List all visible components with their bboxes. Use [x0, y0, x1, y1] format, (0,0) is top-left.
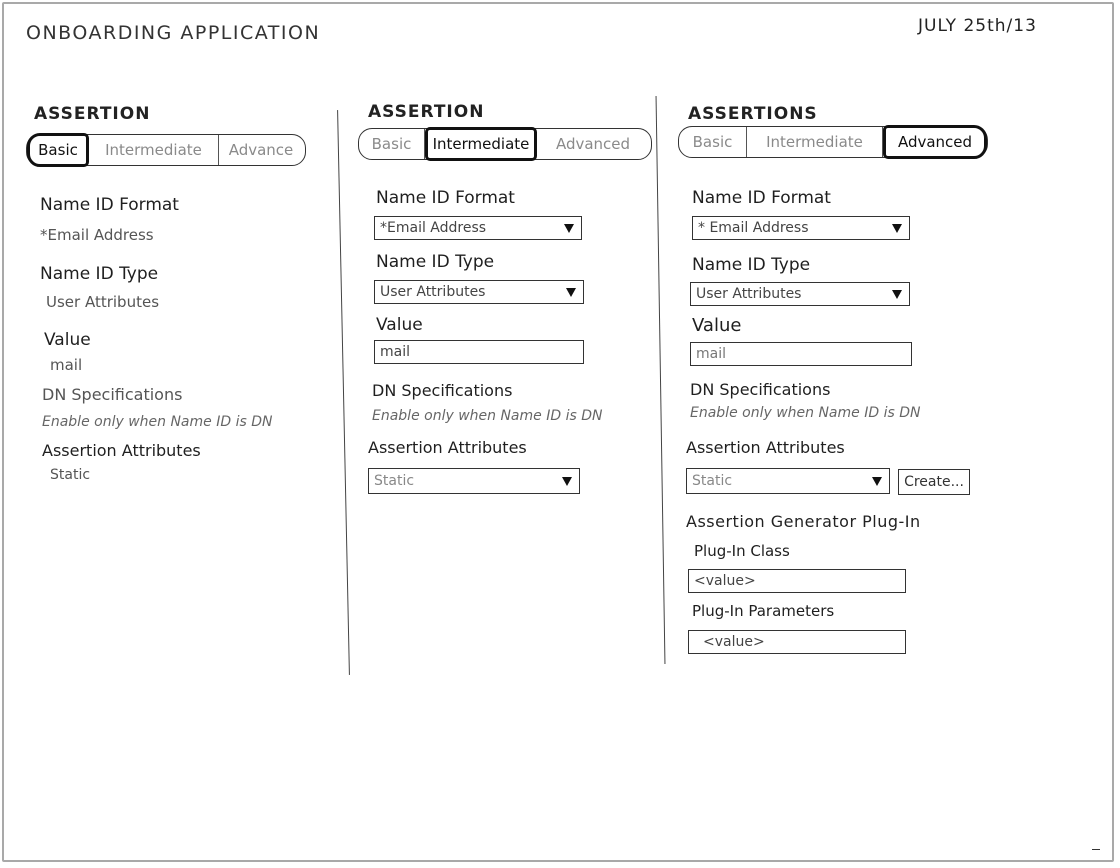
tab-bar — [678, 126, 988, 158]
plugin-parameters-input[interactable]: <value> — [688, 630, 906, 654]
assertion-attributes-label: Assertion Attributes — [368, 438, 527, 457]
panel-heading: ASSERTION — [368, 102, 485, 122]
name-id-type-label: Name ID Type — [376, 252, 495, 272]
panel-heading: ASSERTIONS — [688, 104, 818, 124]
value-value: mail — [50, 356, 83, 374]
value-label: Value — [44, 330, 91, 350]
page-title: ONBOARDING APPLICATION — [26, 22, 321, 44]
name-id-type-label: Name ID Type — [40, 264, 159, 284]
name-id-format-select[interactable] — [692, 216, 910, 240]
dn-specifications-note: Enable only when Name ID is DN — [690, 405, 921, 421]
plugin-parameters-label: Plug-In Parameters — [692, 602, 835, 620]
tab-basic[interactable]: Basic — [679, 127, 747, 157]
dn-specifications-label: DN Specifications — [42, 385, 183, 404]
name-id-format-selected: *Email Address — [380, 220, 487, 236]
dropdown-caret-icon — [892, 224, 902, 233]
name-id-format-label: Name ID Format — [40, 195, 179, 215]
name-id-format-select[interactable] — [374, 216, 582, 240]
plugin-class-label: Plug-In Class — [694, 542, 790, 560]
tab-advanced[interactable]: Advance — [228, 141, 294, 159]
value-label: Value — [692, 315, 742, 336]
value-input[interactable]: mail — [690, 342, 912, 366]
tab-basic[interactable]: Basic — [27, 133, 89, 167]
tab-basic[interactable]: Basic — [359, 129, 425, 159]
name-id-format-value: *Email Address — [40, 226, 154, 244]
assertion-attributes-selected: Static — [692, 473, 733, 489]
dn-specifications-label: DN Specifications — [372, 381, 513, 400]
assertion-attributes-select[interactable] — [686, 468, 890, 494]
name-id-type-selected: User Attributes — [696, 286, 802, 302]
dropdown-caret-icon — [872, 477, 882, 486]
name-id-type-selected: User Attributes — [380, 284, 486, 300]
name-id-type-label: Name ID Type — [692, 255, 811, 275]
value-label: Value — [376, 315, 423, 335]
panel-heading: ASSERTION — [34, 104, 151, 124]
create-button[interactable]: Create... — [898, 469, 970, 495]
tab-intermediate[interactable]: Intermediate — [89, 135, 219, 165]
plugin-section-heading: Assertion Generator Plug-In — [686, 512, 921, 531]
tab-intermediate[interactable]: Intermediate — [425, 127, 537, 161]
dropdown-caret-icon — [892, 290, 902, 299]
tab-bar — [358, 128, 652, 160]
assertion-attributes-selected: Static — [374, 473, 415, 489]
tab-advanced[interactable]: Advanced — [883, 125, 987, 159]
name-id-format-label: Name ID Format — [376, 188, 515, 208]
value-input[interactable]: mail — [374, 340, 584, 364]
name-id-format-label: Name ID Format — [692, 188, 831, 208]
tab-advanced[interactable]: Advanced — [555, 135, 631, 153]
assertion-attributes-value: Static — [50, 467, 91, 483]
assertion-attributes-select[interactable] — [368, 468, 580, 494]
name-id-format-selected: * Email Address — [698, 220, 809, 236]
dn-specifications-note: Enable only when Name ID is DN — [42, 414, 273, 430]
page-date: JULY 25th/13 — [918, 16, 1037, 36]
tab-intermediate[interactable]: Intermediate — [747, 127, 883, 157]
name-id-type-value: User Attributes — [46, 293, 160, 311]
dropdown-caret-icon — [564, 224, 574, 233]
assertion-attributes-label: Assertion Attributes — [686, 438, 845, 457]
assertion-attributes-label: Assertion Attributes — [42, 441, 201, 460]
tab-bar — [26, 134, 306, 166]
plugin-class-input[interactable]: <value> — [688, 569, 906, 593]
dropdown-caret-icon — [562, 477, 572, 486]
dn-specifications-note: Enable only when Name ID is DN — [372, 408, 603, 424]
corner-mark — [1092, 849, 1100, 850]
dn-specifications-label: DN Specifications — [690, 380, 831, 399]
dropdown-caret-icon — [566, 288, 576, 297]
name-id-type-select[interactable] — [690, 282, 910, 306]
name-id-type-select[interactable] — [374, 280, 584, 304]
